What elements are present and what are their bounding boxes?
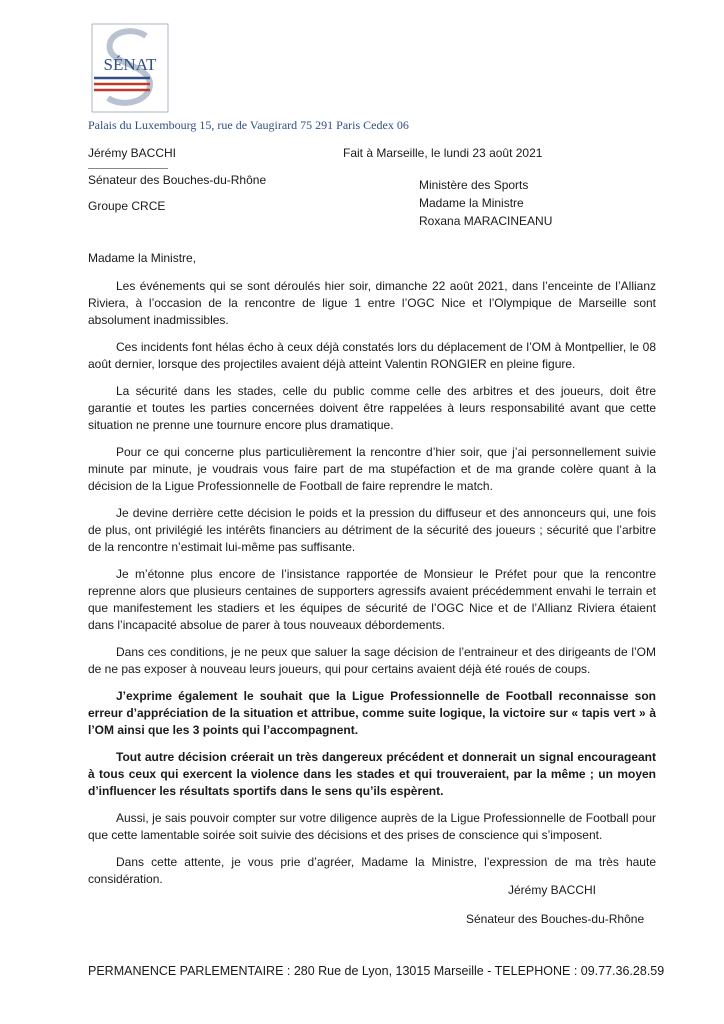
signature-title: Sénateur des Bouches-du-Rhône [466, 912, 645, 926]
logo-text: SÉNAT [103, 55, 157, 74]
senat-logo [88, 22, 172, 114]
place-date: Fait à Marseille, le lundi 23 août 2021 [343, 146, 543, 160]
sender-divider [88, 168, 168, 169]
recipient-line-2: Madame la Ministre [419, 196, 524, 210]
recipient-line-1: Ministère des Sports [419, 178, 529, 192]
sender-name: Jérémy BACCHI [88, 146, 177, 160]
sender-group: Groupe CRCE [88, 199, 166, 213]
paragraph: Dans cette attente, je vous prie d’agréer, Madame la Ministre, l’expression de ma très haute considération. [88, 855, 656, 886]
sender-title: Sénateur des Bouches-du-Rhône [88, 173, 267, 187]
paragraph: Les événements qui se sont déroulés hier soir, dimanche 22 août 2021, dans l’enceinte de l’Allianz Riviera, à l’occasion de la rencontre de ligue 1 entre l’OGC Nice et l’Olympique de Marseille sont absolument inadmissibles. [88, 279, 656, 327]
salutation: Madame la Ministre, [88, 251, 197, 265]
signature-name: Jérémy BACCHI [508, 883, 597, 897]
paragraph-bold: J’exprime également le souhait que la Ligue Professionnelle de Football reconnaisse son erreur d’appréciation de la situation et attribue, comme suite logique, la victoire sur « tapis vert » à l’OM ainsi que les 3 points qui l’accompagnent. [88, 689, 656, 737]
senate-address: Palais du Luxembourg 15, rue de Vaugirard 75 291 Paris Cedex 06 [88, 118, 409, 132]
paragraph: La sécurité dans les stades, celle du public comme celle des arbitres et des joueurs, doit être garantie et toutes les parties concernées doivent être rappelées à leurs responsabilité avant que cette situation ne prenne une tournure encore plus dramatique. [88, 384, 656, 432]
paragraph-bold: Tout autre décision créerait un très dangereux précédent et donnerait un signal encourageant à tous ceux qui exercent la violence dans les stades et qui trouveraient, par la même ; un moyen d’influencer les résultats sportifs dans le sens qu’ils espèrent. [88, 750, 656, 798]
paragraph: Aussi, je sais pouvoir compter sur votre diligence auprès de la Ligue Professionnelle de Football pour que cette lamentable soirée soit suivie des décisions et des prises de conscience qui s’imposent. [88, 811, 656, 842]
letter-body [88, 250, 656, 898]
recipient-line-3: Roxana MARACINEANU [419, 214, 553, 228]
paragraph: Ces incidents font hélas écho à ceux déjà constatés lors du déplacement de l’OM à Montpellier, le 08 août dernier, lorsque des projectiles avaient déjà atteint Valentin RONGIER en pleine figure. [88, 340, 656, 371]
paragraph: Je m’étonne plus encore de l’insistance rapportée de Monsieur le Préfet pour que la rencontre reprenne alors que plusieurs centaines de supporters agressifs avaient précédemment envahi le terrain et que manifestement les stadiers et les équipes de sécurité de l’OGC Nice et de l’Allianz Riviera étaient dans l’incapacité absolue de parer à tous nouveaux débordements. [88, 567, 656, 632]
footer-contact: PERMANENCE PARLEMENTAIRE : 280 Rue de Lyon, 13015 Marseille - TELEPHONE : 09.77.36.28.59 [88, 964, 665, 978]
paragraph: Pour ce qui concerne plus particulièrement la rencontre d’hier soir, que j’ai personnellement suivie minute par minute, je voudrais vous faire part de ma stupéfaction et de ma grande colère quant à la décision de la Ligue Professionnelle de Football de faire reprendre le match. [88, 445, 656, 493]
paragraph: Je devine derrière cette décision le poids et la pression du diffuseur et des annonceurs qui, une fois de plus, ont privilégié les intérêts financiers au détriment de la sécurité des joueurs ; sécurité que l’arbitre de la rencontre n’estimait lui-même pas suffisante. [88, 506, 656, 554]
paragraph: Dans ces conditions, je ne peux que saluer la sage décision de l’entraineur et des dirigeants de l’OM de ne pas exposer à nouveau leurs joueurs, qui pour certains avaient déjà été roués de coups. [88, 645, 656, 676]
